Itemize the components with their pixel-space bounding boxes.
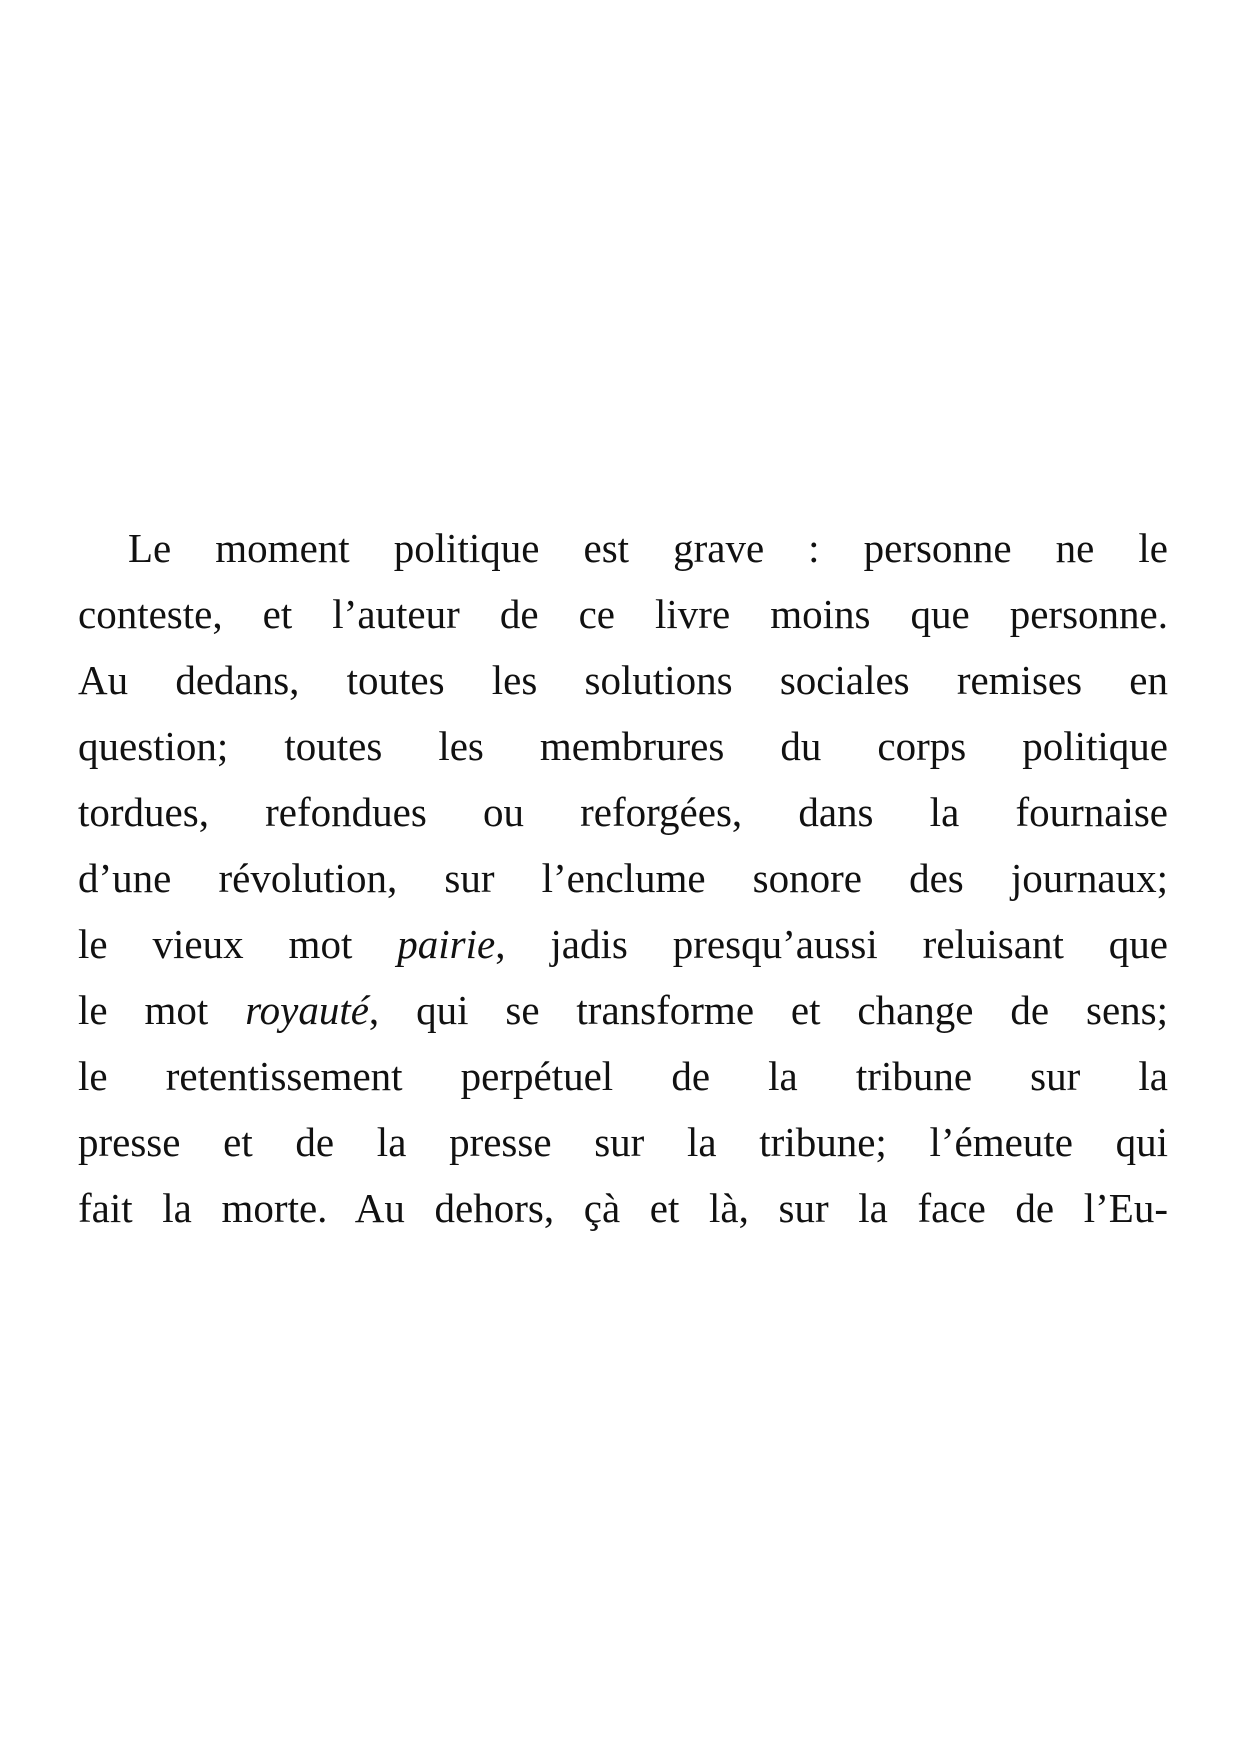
line-text: conteste, et l’auteur de ce livre moins que personne. [78, 591, 1168, 637]
line-text: le retentissement perpétuel de la tribune sur la [78, 1053, 1168, 1099]
text-line [78, 845, 1168, 911]
line-text: fait la morte. Au dehors, çà et là, sur la face de l’Eu- [78, 1185, 1168, 1231]
text-line [78, 1109, 1168, 1175]
text-line [78, 713, 1168, 779]
text-line [78, 779, 1168, 845]
line-text: Au dedans, toutes les solutions sociales remises en [78, 657, 1168, 703]
line-text: Le moment politique est grave : personne ne le [128, 525, 1168, 571]
text-line [78, 647, 1168, 713]
line-text: tordues, refondues ou reforgées, dans la fournaise [78, 789, 1168, 835]
line-text: le mot [78, 987, 246, 1033]
line-text: , jadis presqu’aussi reluisant que [495, 921, 1168, 967]
italic-word-pairie: pairie [397, 921, 496, 967]
text-line [78, 977, 1168, 1043]
body-paragraph [78, 515, 1168, 1241]
text-line [78, 911, 1168, 977]
text-line [78, 1043, 1168, 1109]
line-text: presse et de la presse sur la tribune; l’émeute qui [78, 1119, 1168, 1165]
text-line [78, 1175, 1168, 1241]
text-line [78, 515, 1168, 581]
line-text: d’une révolution, sur l’enclume sonore des journaux; [78, 855, 1168, 901]
line-text: , qui se transforme et change de sens; [368, 987, 1168, 1033]
line-text: le vieux mot [78, 921, 398, 967]
italic-word-royaute: royauté [245, 987, 369, 1033]
text-line [78, 581, 1168, 647]
line-text: question; toutes les membrures du corps politique [78, 723, 1168, 769]
